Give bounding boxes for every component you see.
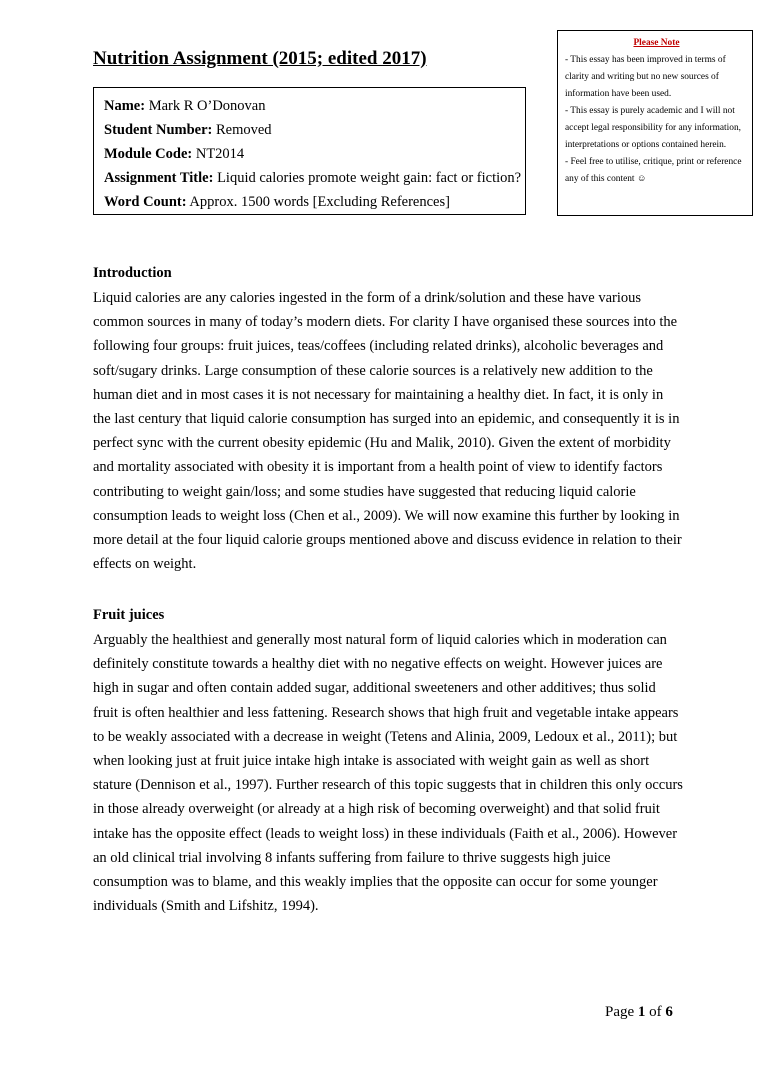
page-total: 6 xyxy=(665,1004,673,1020)
assignment-title-label: Assignment Title: xyxy=(104,170,214,186)
word-count-label: Word Count: xyxy=(104,194,187,210)
word-count-value: Approx. 1500 words [Excluding References] xyxy=(189,194,450,210)
module-code-value: NT2014 xyxy=(195,146,245,162)
fruit-juices-section xyxy=(93,606,683,918)
fruit-juices-paragraph: Arguably the healthiest and generally most natural form of liquid calories which in moderation can definitely constitute towards a healthy diet with no negative effects on weight. However juices are high in sugar and often contain added sugar, additional sweeteners and other additives; thus solid fruit is often healthier and less fattening. Research shows that high fruit and vegetable intake appears to be weakly associated with a decrease in weight (Tetens and Alinia, 2009, Ledoux et al., 2011); but when looking just at fruit juice intake high intake is associated with weight gain as well as short stature (Dennison et al., 1997). Further research of this topic suggests that in children this only occurs in those already overweight (or already at a high risk of becoming overweight) and that solid fruit intake has the opposite effect (leads to weight loss) in these individuals (Faith et al., 2006). However an old clinical trial involving 8 infants suffering from failure to thrive suggests high juice consumption was to blame, and this weakly implies that the opposite can occur for some younger individuals (Smith and Lifshitz, 1994). xyxy=(93,632,683,915)
student-number-label: Student Number: xyxy=(104,122,213,138)
module-code-label: Module Code: xyxy=(104,146,193,162)
note-line: - Feel free to utilise, critique, print or reference any of this content ☺ xyxy=(565,157,742,184)
name-line xyxy=(104,94,525,118)
fruit-juices-heading: Fruit juices xyxy=(93,607,165,623)
page-number: 1 xyxy=(637,1004,646,1020)
page-footer xyxy=(605,1004,673,1021)
name-value: Mark R O’Donovan xyxy=(148,98,266,114)
module-code-line xyxy=(104,142,525,166)
student-info-box xyxy=(93,87,526,215)
note-title: Please Note xyxy=(633,38,680,48)
page-word: Page xyxy=(605,1004,635,1020)
please-note-box xyxy=(557,30,753,216)
document-title: Nutrition Assignment (2015; edited 2017) xyxy=(93,48,427,69)
name-label: Name: xyxy=(104,98,146,114)
introduction-heading: Introduction xyxy=(93,265,172,281)
assignment-title-value: Liquid calories promote weight gain: fact or fiction? xyxy=(217,170,522,186)
introduction-section xyxy=(93,264,683,576)
of-word: of xyxy=(649,1004,662,1020)
student-number-line xyxy=(104,118,525,142)
note-line: - This essay is purely academic and I will not accept legal responsibility for any information, interpretations or options contained herein. xyxy=(565,106,741,150)
assignment-title-line xyxy=(104,166,525,190)
word-count-line xyxy=(104,190,525,214)
student-number-value: Removed xyxy=(215,122,272,138)
introduction-paragraph: Liquid calories are any calories ingested in the form of a drink/solution and these have various common sources in many of today’s modern diets. For clarity I have organised these sources into the following four groups: fruit juices, teas/coffees (including related drinks), alcoholic beverages and soft/sugary drinks. Large consumption of these calorie sources is a relatively new addition to the human diet and in most cases it is not necessary for maintaining a healthy diet. In fact, it is only in the last century that liquid calorie consumption has surged into an epidemic, and consequently it is in perfect sync with the current obesity epidemic (Hu and Malik, 2010). Given the extent of morbidity and mortality associated with obesity it is important from a health point of view to identify factors contributing to weight gain/loss; and some studies have suggested that reducing liquid calorie consumption leads to weight loss (Chen et al., 2009). We will now examine this further by looking in more detail at the four liquid calorie groups mentioned above and discuss evidence in relation to their effects on weight. xyxy=(93,290,682,573)
note-line: - This essay has been improved in terms of clarity and writing but no new sources of information have been used. xyxy=(565,55,726,99)
